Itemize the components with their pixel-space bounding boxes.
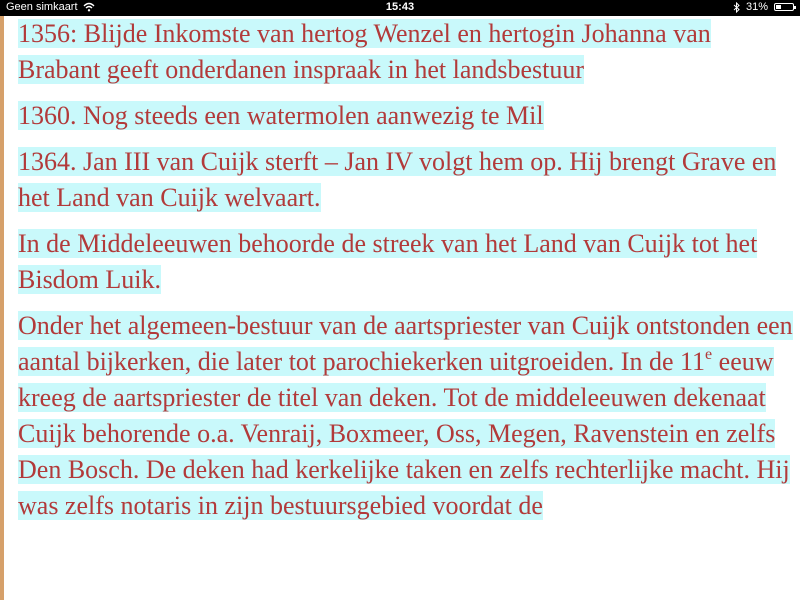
clock: 15:43	[385, 1, 415, 13]
paragraph-text: 1364. Jan III van Cuijk sterft – Jan IV volgt hem op. Hij brengt Grave en het Land van Cuijk welvaart.	[18, 147, 777, 212]
superscript-ordinal: e	[705, 346, 713, 363]
status-bar	[0, 0, 800, 16]
carrier-label: Geen simkaart	[6, 1, 78, 13]
battery-icon	[774, 3, 794, 11]
paragraph-1360	[18, 98, 793, 134]
page-edge-bar	[0, 16, 4, 600]
paragraph-text: In de Middeleeuwen behoorde de streek van het Land van Cuijk tot het Bisdom Luik.	[18, 229, 758, 294]
paragraph-text-before: Onder het algemeen-bestuur van de aartspriester van Cuijk ontstonden een aantal bijkerken, die later tot parochiekerken uitgroeiden. In de 11	[18, 311, 793, 376]
battery-percent: 31%	[745, 1, 768, 13]
status-right	[733, 1, 794, 13]
paragraph-text: 1360. Nog steeds een watermolen aanwezig te Mil	[18, 101, 544, 130]
document-content	[18, 16, 793, 534]
bluetooth-icon	[733, 2, 740, 13]
paragraph-middeleeuwen	[18, 226, 793, 298]
paragraph-aartspriester	[18, 308, 793, 524]
paragraph-1356	[18, 16, 793, 88]
paragraph-text-after: eeuw kreeg de aartspriester de titel van deken. Tot de middeleeuwen dekenaat Cuijk behorende o.a. Venraij, Boxmeer, Oss, Megen, Ravenstein en zelfs Den Bosch. De deken had kerkelijke taken en zelfs rechterlijke macht. Hij was zelfs notaris in zijn bestuursgebied voordat de	[18, 347, 790, 520]
paragraph-text: 1356: Blijde Inkomste van hertog Wenzel en hertogin Johanna van Brabant geeft onderdanen inspraak in het landsbestuur	[18, 19, 711, 84]
battery-level	[776, 5, 781, 9]
paragraph-text	[18, 311, 793, 520]
paragraph-1364	[18, 144, 793, 216]
